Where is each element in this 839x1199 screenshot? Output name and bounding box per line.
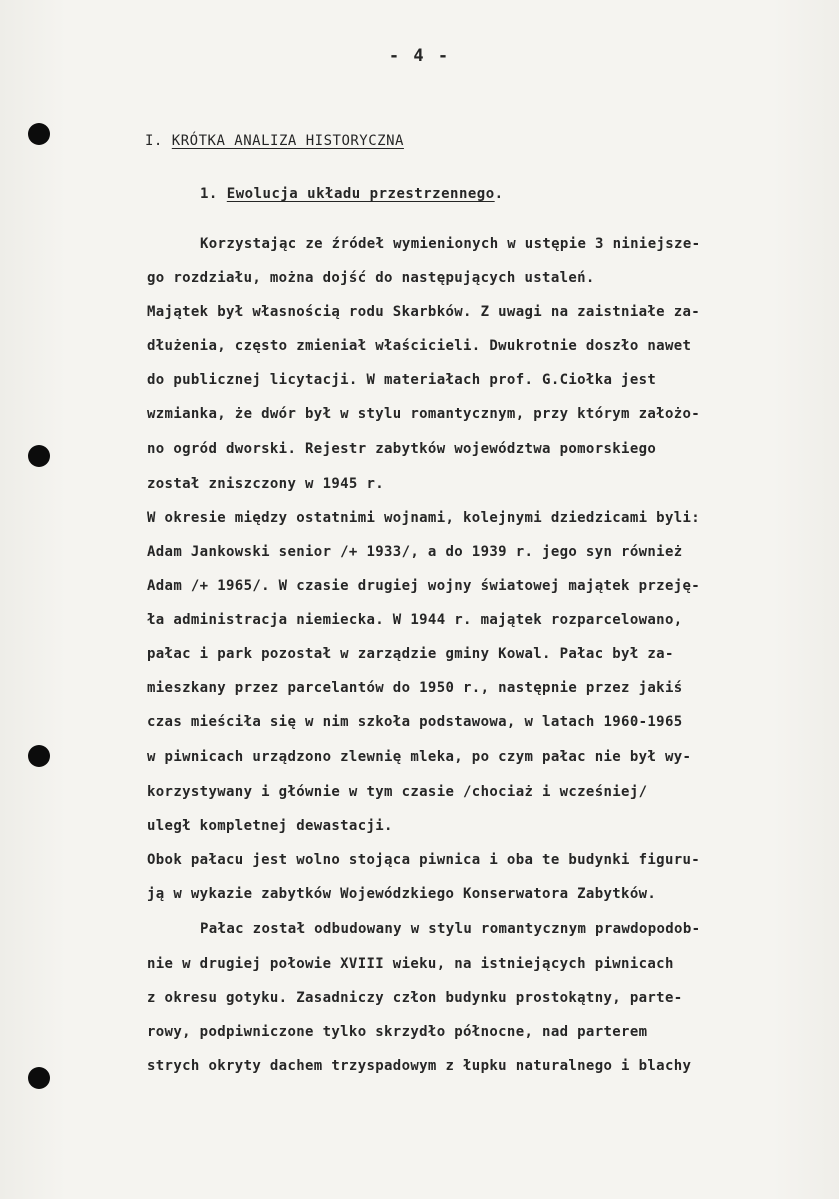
body-line: wzmianka, że dwór był w stylu romantycznym, przy którym założo-: [147, 406, 701, 422]
body-line: no ogród dworski. Rejestr zabytków województwa pomorskiego: [147, 441, 657, 457]
body-line: rowy, podpiwniczone tylko skrzydło północne, nad parterem: [147, 1024, 648, 1040]
body-line: ją w wykazie zabytków Wojewódzkiego Konserwatora Zabytków.: [147, 886, 657, 902]
punch-hole: [28, 445, 50, 467]
body-line: w piwnicach urządzono zlewnię mleka, po czym pałac nie był wy-: [147, 749, 692, 765]
body-line: korzystywany i głównie w tym czasie /chociaż i wcześniej/: [147, 784, 648, 800]
chapter-heading: [145, 133, 404, 149]
punch-hole: [28, 745, 50, 767]
chapter-title: KRÓTKA ANALIZA HISTORYCZNA: [171, 133, 404, 149]
body-line: Majątek był własnością rodu Skarbków. Z uwagi na zaistniałe za-: [147, 304, 701, 320]
body-line: z okresu gotyku. Zasadniczy człon budynku prostokątny, parte-: [147, 990, 683, 1006]
section-heading: [200, 186, 504, 202]
body-line: Pałac został odbudowany w stylu romantycznym prawdopodob-: [200, 921, 701, 937]
body-line: dłużenia, często zmieniał właścicieli. Dwukrotnie doszło nawet: [147, 338, 692, 354]
punch-hole: [28, 1067, 50, 1089]
body-line: do publicznej licytacji. W materiałach prof. G.Ciołka jest: [147, 372, 657, 388]
body-line: Adam /+ 1965/. W czasie drugiej wojny światowej majątek przeję-: [147, 578, 701, 594]
body-line: go rozdziału, można dojść do następujących ustaleń.: [147, 270, 595, 286]
body-line: uległ kompletnej dewastacji.: [147, 818, 393, 834]
section-trailing: .: [494, 186, 504, 202]
section-number: 1.: [200, 186, 218, 202]
body-line: czas mieściła się w nim szkoła podstawowa, w latach 1960-1965: [147, 714, 683, 730]
body-line: ła administracja niemiecka. W 1944 r. majątek rozparcelowano,: [147, 612, 683, 628]
body-line: pałac i park pozostał w zarządzie gminy Kowal. Pałac był za-: [147, 646, 674, 662]
body-line: Obok pałacu jest wolno stojąca piwnica i oba te budynki figuru-: [147, 852, 701, 868]
body-line: nie w drugiej połowie XVIII wieku, na istniejących piwnicach: [147, 956, 674, 972]
body-line: mieszkany przez parcelantów do 1950 r., następnie przez jakiś: [147, 680, 683, 696]
punch-hole: [28, 123, 50, 145]
body-line: strych okryty dachem trzyspadowym z łupku naturalnego i blachy: [147, 1058, 692, 1074]
body-line: Korzystając ze źródeł wymienionych w ustępie 3 niniejsze-: [200, 236, 701, 252]
body-line: Adam Jankowski senior /+ 1933/, a do 1939 r. jego syn również: [147, 544, 683, 560]
chapter-number: I.: [145, 133, 163, 149]
body-line: został zniszczony w 1945 r.: [147, 476, 385, 492]
page-number: - 4 -: [388, 46, 451, 66]
section-title: Ewolucja układu przestrzennego: [226, 186, 495, 202]
body-line: W okresie między ostatnimi wojnami, kolejnymi dziedzicami byli:: [147, 510, 701, 526]
